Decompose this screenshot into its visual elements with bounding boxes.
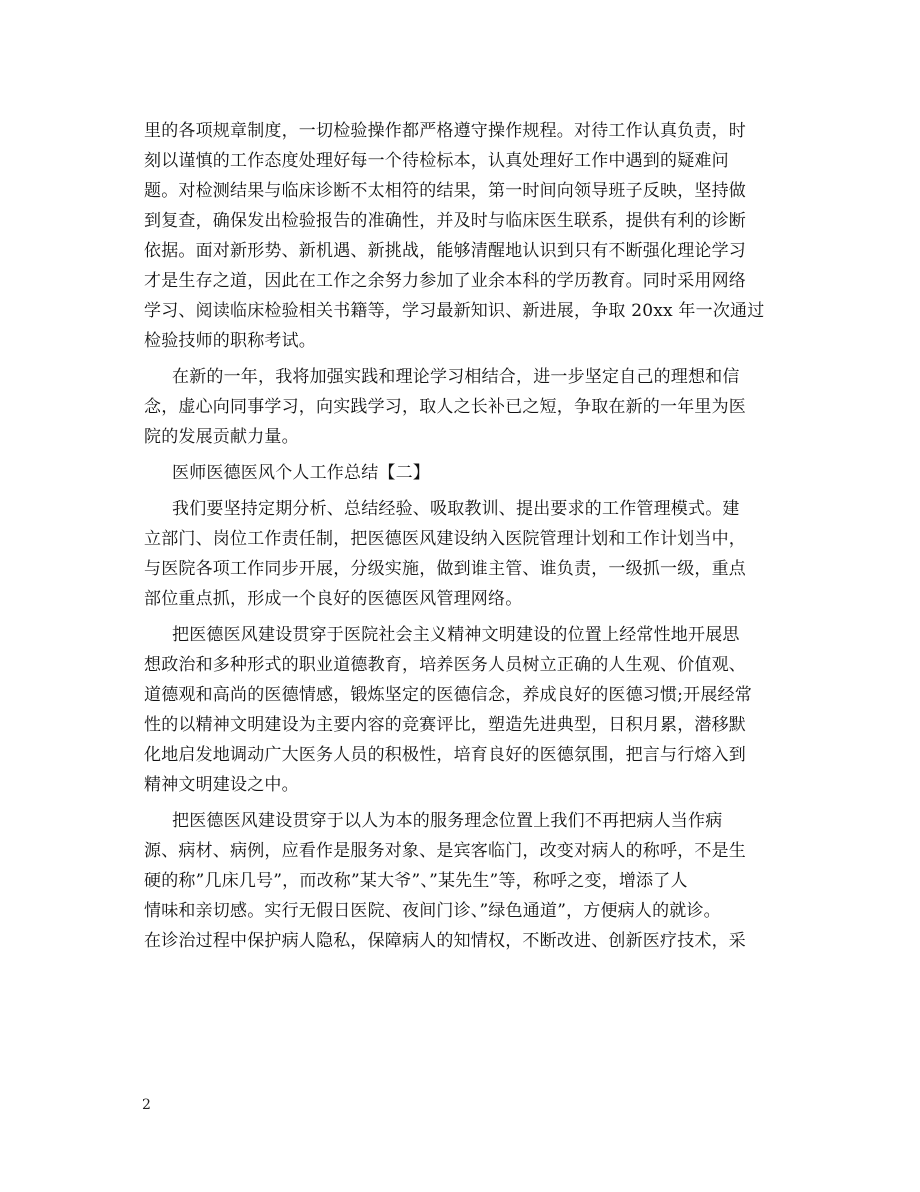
text-line: 精神文明建设之中。 [144, 775, 299, 795]
page-number: 2 [142, 1097, 151, 1113]
text-line: 在诊治过程中保护病人隐私，保障病人的知情权，不断改进、创新医疗技术，采 [144, 931, 746, 951]
text-line: 情味和亲切感。实行无假日医院、夜间门诊、”绿色通道”，方便病人的就诊。 [144, 901, 721, 921]
text-line: 部位重点抓，形成一个良好的医德医风管理网络。 [144, 589, 523, 609]
text-line: 里的各项规章制度，一切检验操作都严格遵守操作规程。对待工作认真负责，时 [144, 121, 746, 141]
text-line: 源、病材、病例，应看作是服务对象、是宾客临门，改变对病人的称呼，不是生 [144, 841, 746, 861]
text-line: 院的发展贡献力量。 [144, 427, 299, 447]
text-line: 才是生存之道，因此在工作之余努力参加了业余本科的学历教育。同时采用网络 [144, 271, 746, 291]
text-line: 题。对检测结果与临床诊断不太相符的结果，第一时间向领导班子反映，坚持做 [144, 181, 746, 201]
text-line: 性的以精神文明建设为主要内容的竞赛评比，塑造先进典型，日积月累，潜移默 [144, 715, 746, 735]
text-line: 化地启发地调动广大医务人员的积极性，培育良好的医德氛围，把言与行熔入到 [144, 745, 746, 765]
text-line: 与医院各项工作同步开展，分级实施，做到谁主管、谁负责，一级抓一级，重点 [144, 559, 746, 579]
paragraph-first-line: 我们要坚持定期分析、总结经验、吸取教训、提出要求的工作管理模式。建 [172, 499, 740, 519]
paragraph-first-line: 在新的一年，我将加强实践和理论学习相结合，进一步坚定自己的理想和信 [172, 367, 740, 387]
text-line: 检验技师的职称考试。 [144, 331, 316, 351]
text-line: 道德观和高尚的医德情感，锻炼坚定的医德信念，养成良好的医德习惯;开展经常 [144, 685, 752, 705]
text-line: 硬的称”几床几号”，而改称”某大爷”、”某先生”等，称呼之变，增添了人 [144, 871, 688, 891]
text-line: 念，虚心向同事学习，向实践学习，取人之长补已之短，争取在新的一年里为医 [144, 397, 746, 417]
paragraph-first-line: 把医德医风建设贯穿于医院社会主义精神文明建设的位置上经常性地开展思 [172, 625, 740, 645]
text-line: 到复查，确保发出检验报告的准确性，并及时与临床医生联系，提供有利的诊断 [144, 211, 746, 231]
section-heading: 医师医德医风个人工作总结【二】 [172, 463, 430, 483]
document-body [144, 116, 776, 956]
text-line: 刻以谨慎的工作态度处理好每一个待检标本，认真处理好工作中遇到的疑难问 [144, 151, 729, 171]
text-line: 立部门、岗位工作责任制，把医德医风建设纳入医院管理计划和工作计划当中， [144, 529, 746, 549]
text-line: 依据。面对新形势、新机遇、新挑战，能够清醒地认识到只有不断强化理论学习 [144, 241, 746, 261]
text-line: 想政治和多种形式的职业道德教育，培养医务人员树立正确的人生观、价值观、 [144, 655, 746, 675]
text-line: 学习、阅读临床检验相关书籍等，学习最新知识、新进展，争取 20xx 年一次通过 [144, 301, 765, 321]
paragraph-first-line: 把医德医风建设贯穿于以人为本的服务理念位置上我们不再把病人当作病 [172, 811, 723, 831]
